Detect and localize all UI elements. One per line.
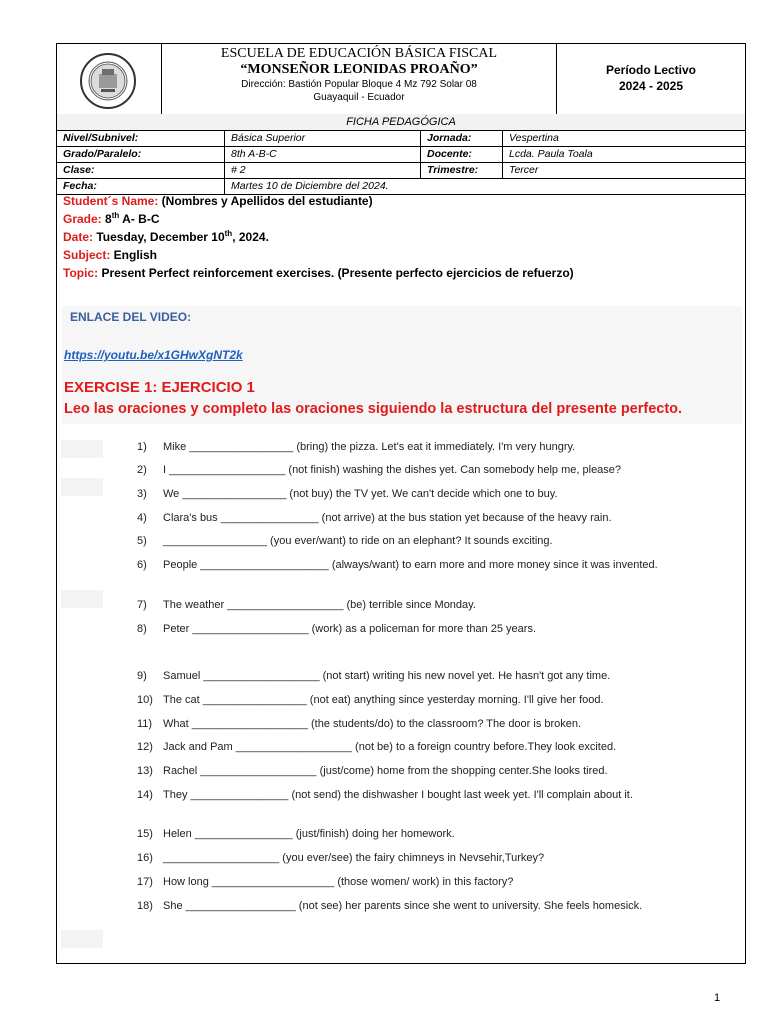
info-value: 8th A-B-C	[225, 147, 421, 162]
margin-mark	[61, 478, 103, 496]
student-name-key: Student´s Name:	[63, 194, 159, 208]
info-row-nivel	[57, 131, 745, 147]
item-text: I ___________________ (not finish) washing the dishes yet. Can somebody help me, please?	[163, 464, 622, 476]
item-text: ___________________ (you ever/see) the fairy chimneys in Nevsehir,Turkey?	[163, 852, 545, 864]
info-row-grado	[57, 147, 745, 163]
item-number: 18)	[137, 900, 153, 912]
video-label: ENLACE DEL VIDEO:	[70, 310, 192, 324]
period-cell	[557, 44, 745, 114]
item-text: Jack and Pam ___________________ (not be) to a foreign country before.They look excited.	[163, 741, 617, 753]
info-value: Tercer	[509, 164, 539, 176]
item-text: The cat _________________ (not eat) anything since yesterday morning. I'll give her food.	[163, 694, 604, 706]
subject-key: Subject:	[63, 248, 111, 262]
item-number: 3)	[137, 488, 147, 500]
page-number: 1	[714, 992, 721, 1004]
item-number: 10)	[137, 694, 153, 706]
item-number: 8)	[137, 623, 147, 635]
date-line	[63, 228, 743, 246]
info-value: Vespertina	[509, 132, 559, 144]
school-name: ESCUELA DE EDUCACIÓN BÁSICA FISCAL	[220, 46, 498, 61]
topic-key: Topic:	[63, 266, 99, 280]
item-text: What ___________________ (the students/do) to the classroom? The door is broken.	[163, 718, 582, 730]
grade-sup: th	[111, 211, 120, 220]
item-text: Peter ___________________ (work) as a policeman for more than 25 years.	[163, 623, 537, 635]
school-city: Guayaquil - Ecuador	[313, 92, 405, 103]
logo-cell	[57, 44, 162, 114]
info-label: Docente:	[421, 147, 503, 162]
date-value: Tuesday, December 10	[93, 230, 225, 244]
margin-mark	[61, 930, 103, 948]
item-text: The weather ___________________ (be) terrible since Monday.	[163, 599, 476, 611]
video-link[interactable]: https://youtu.be/x1GHwXgNT2k	[64, 348, 243, 362]
ficha-title: FICHA PEDAGÓGICA	[57, 114, 745, 131]
info-label: Fecha:	[57, 179, 225, 194]
worksheet-page	[56, 43, 746, 964]
item-text: She __________________ (not see) her parents since she went to university. She feels homesick.	[163, 900, 643, 912]
margin-mark	[61, 440, 103, 458]
info-label: Clase:	[57, 163, 225, 178]
item-text: We _________________ (not buy) the TV yet. We can't decide which one to buy.	[163, 488, 558, 500]
date-sup: th	[224, 229, 233, 238]
period-value: 2024 - 2025	[618, 79, 684, 93]
info-label: Nivel/Subnivel:	[57, 131, 225, 146]
school-address: Dirección: Bastión Popular Bloque 4 Mz 792 Solar 08	[241, 79, 477, 90]
topic-line	[63, 264, 743, 282]
item-number: 13)	[137, 765, 153, 777]
item-number: 9)	[137, 670, 147, 682]
item-text: _________________ (you ever/want) to ride on an elephant? It sounds exciting.	[163, 535, 553, 547]
item-text: Clara's bus ________________ (not arrive) at the bus station yet because of the heavy rain.	[163, 512, 612, 524]
period-label: Período Lectivo	[605, 63, 697, 77]
date-value-post: , 2024.	[232, 230, 269, 244]
item-number: 1)	[137, 441, 147, 453]
item-text: Helen ________________ (just/finish) doing her homework.	[163, 828, 455, 840]
item-number: 4)	[137, 512, 147, 524]
date-key: Date:	[63, 230, 94, 244]
grade-value-post: A- B-C	[119, 212, 160, 226]
student-name-value: (Nombres y Apellidos del estudiante)	[158, 194, 373, 208]
item-number: 15)	[137, 828, 153, 840]
exercise-instruction: Leo las oraciones y completo las oraciones siguiendo la estructura del presente perfecto.	[64, 401, 683, 417]
item-text: They ________________ (not send) the dishwasher I bought last week yet. I'll complain about it.	[163, 789, 633, 801]
item-text: Samuel ___________________ (not start) writing his new novel yet. He hasn't got any time.	[163, 670, 611, 682]
topic-value: Present Perfect reinforcement exercises. (Presente perfecto ejercicios de refuerzo)	[98, 266, 574, 280]
grade-key: Grade:	[63, 212, 102, 226]
school-header	[57, 44, 745, 115]
school-info-cell	[162, 44, 557, 114]
subject-line	[63, 246, 743, 264]
info-value: Básica Superior	[225, 131, 421, 146]
info-label: Trimestre:	[421, 163, 503, 178]
item-number: 11)	[137, 718, 153, 730]
item-text: How long ____________________ (those women/ work) in this factory?	[163, 876, 514, 888]
student-info	[63, 192, 743, 282]
exercise-title: EXERCISE 1: EJERCICIO 1	[64, 379, 255, 396]
item-number: 12)	[137, 741, 153, 753]
item-text: Rachel ___________________ (just/come) home from the shopping center.She looks tired.	[163, 765, 608, 777]
subject-value: English	[110, 248, 158, 262]
margin-mark	[61, 590, 103, 608]
school-seal-logo	[79, 52, 137, 110]
item-text: People _____________________ (always/want) to earn more and more money since it was invented.	[163, 559, 658, 571]
info-value: Martes 10 de Diciembre del 2024.	[231, 180, 389, 192]
item-number: 6)	[137, 559, 147, 571]
info-value: # 2	[225, 163, 421, 178]
grade-value: 8	[101, 212, 112, 226]
item-text: Mike _________________ (bring) the pizza. Let's eat it immediately. I'm very hungry.	[163, 441, 576, 453]
grade-line	[63, 210, 743, 228]
item-number: 16)	[137, 852, 153, 864]
item-number: 14)	[137, 789, 153, 801]
item-number: 5)	[137, 535, 147, 547]
item-number: 17)	[137, 876, 153, 888]
item-number: 7)	[137, 599, 147, 611]
info-label: Grado/Paralelo:	[57, 147, 225, 162]
school-motto: “MONSEÑOR LEONIDAS PROAÑO”	[240, 62, 478, 77]
info-label: Jornada:	[421, 131, 503, 146]
info-row-clase	[57, 163, 745, 179]
video-section	[62, 306, 742, 424]
info-value: Lcda. Paula Toala	[509, 148, 593, 160]
item-number: 2)	[137, 464, 147, 476]
student-name-line	[63, 192, 743, 210]
